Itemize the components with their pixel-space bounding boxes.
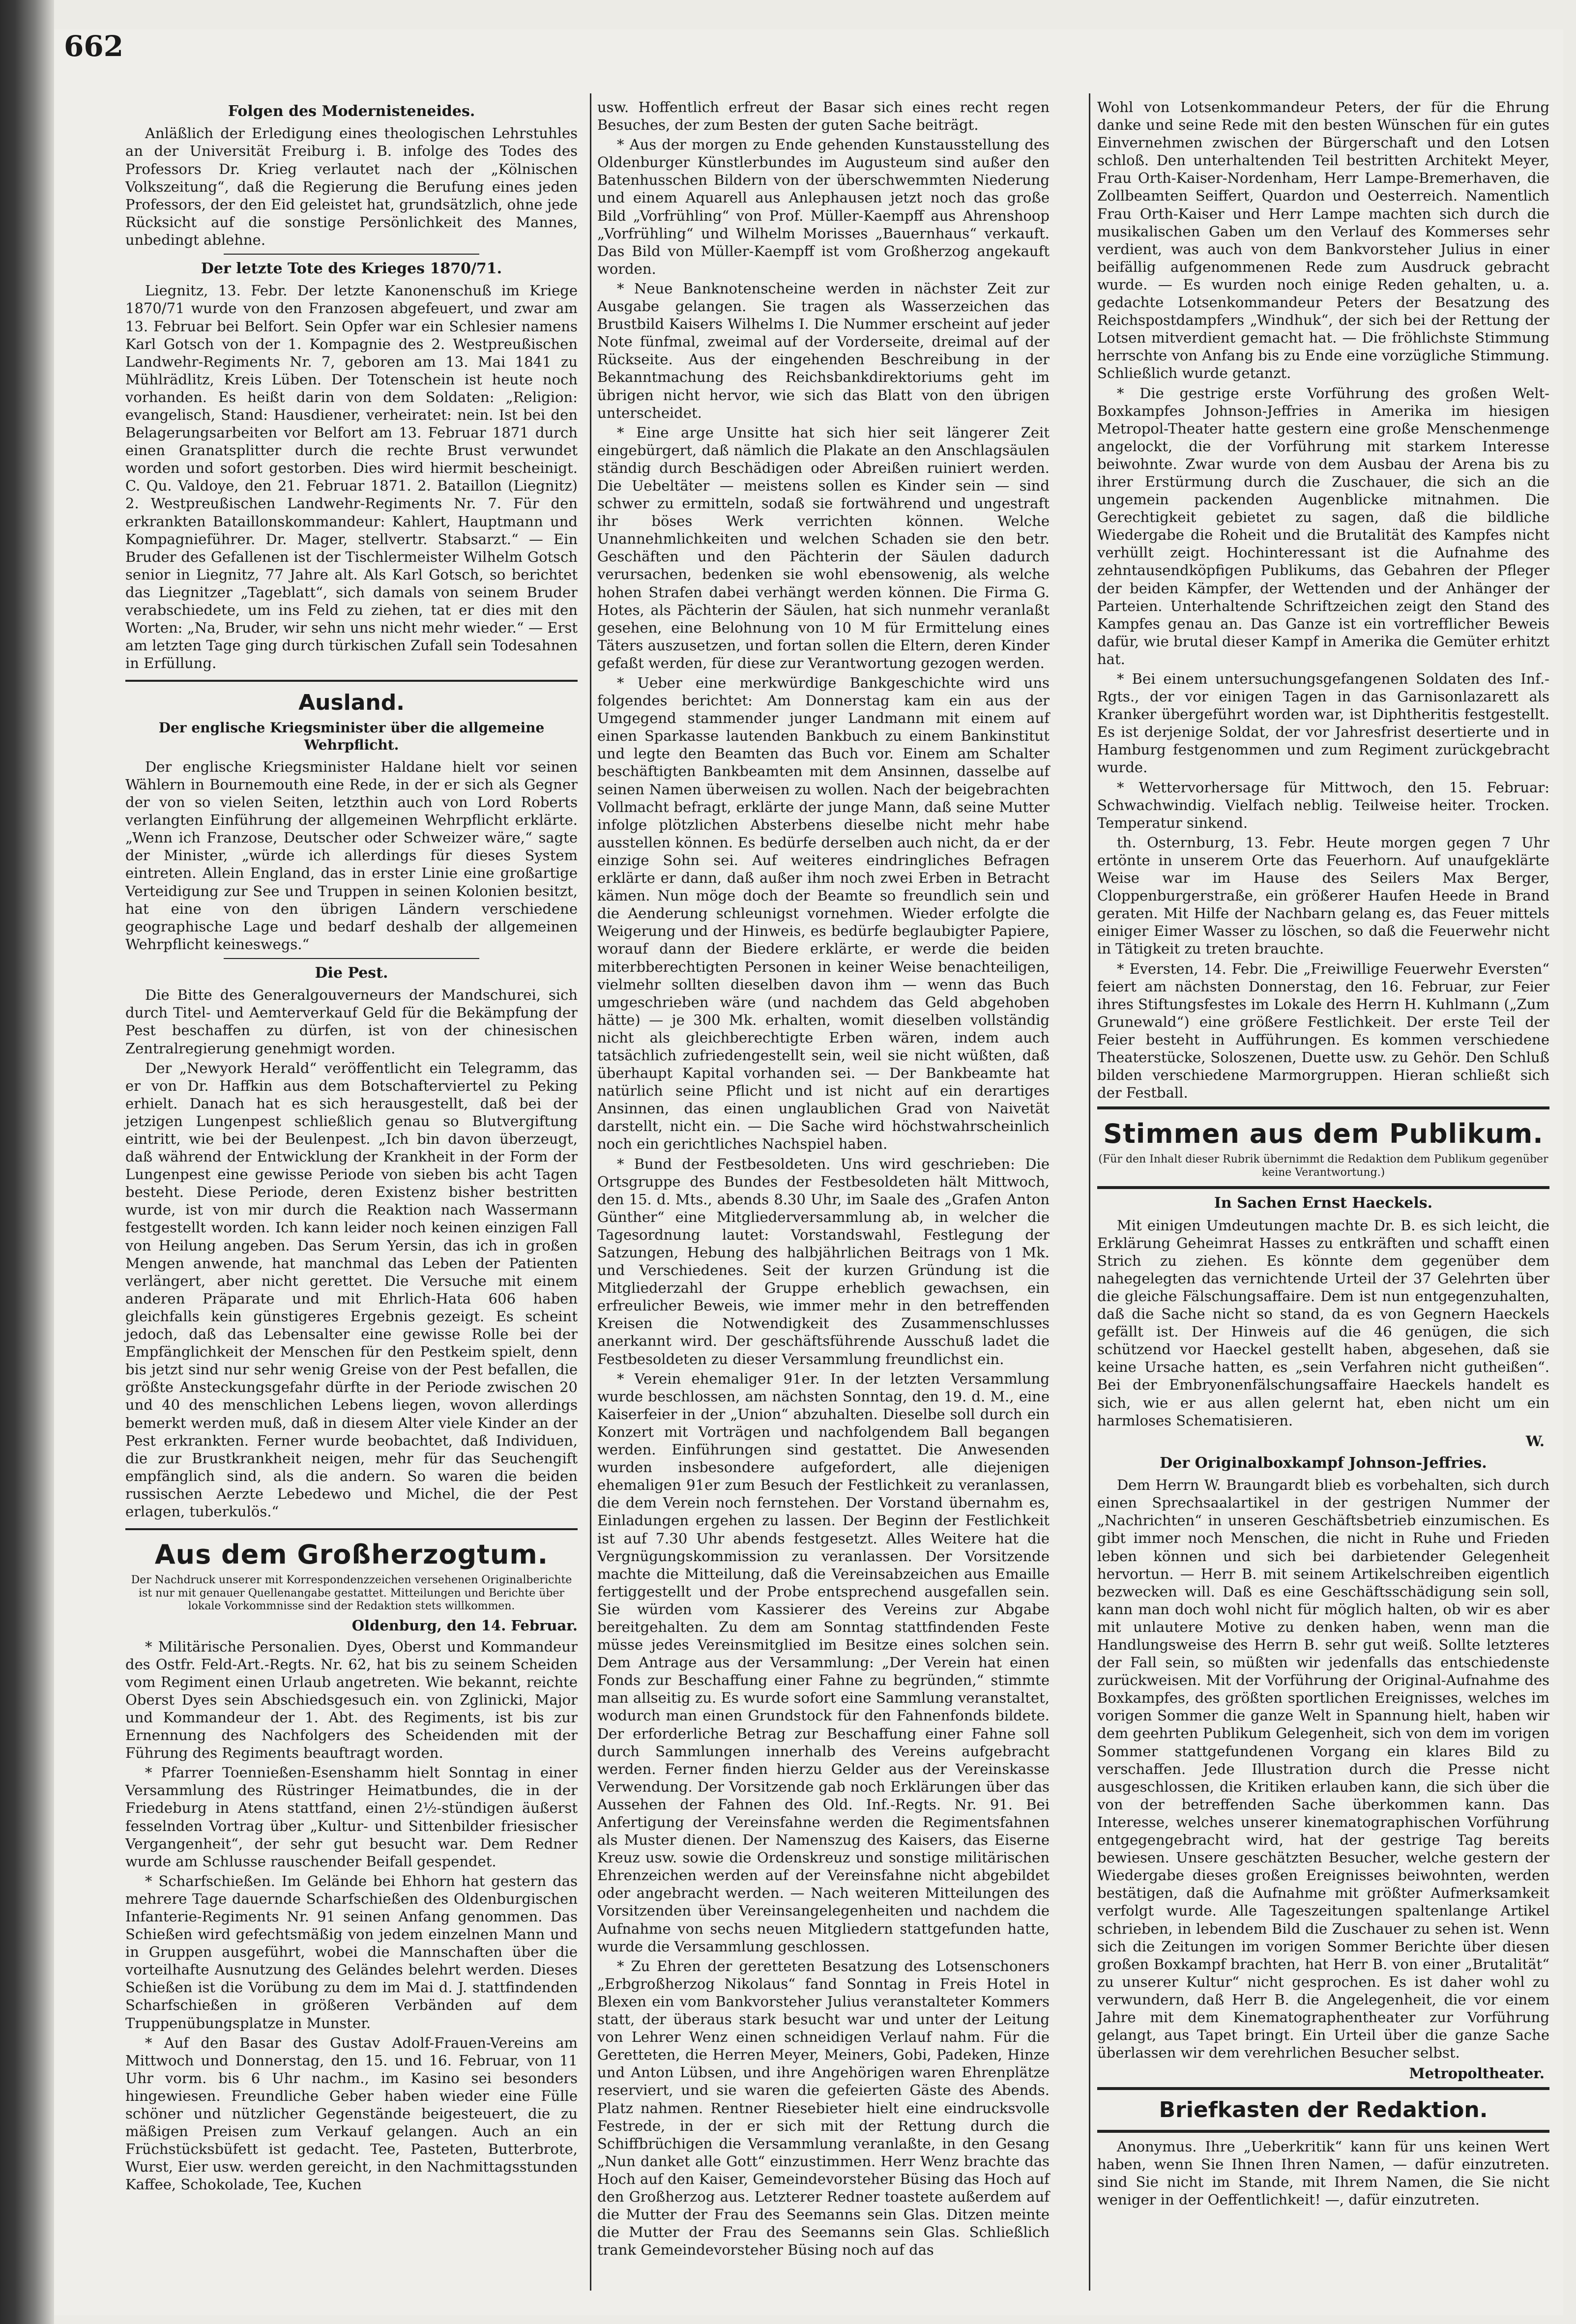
divider <box>224 254 479 255</box>
article-text: * Aus der morgen zu Ende gehenden Kunstausstellung des Oldenburger Künstlerbundes im Augusteum sind außer den Batenhusschen Bildern von der überschwemmten Niederung und einem Aquarell aus Anlephausen jetzt noch das große Bild „Vorfrühling“ von Prof. Müller-Kaempff aus Ahrenshoop „Vorfrühling“ und Wilhelm Morisses „Bauernhaus“ verkauft. Das Bild von Müller-Kaempff ist vom Großherzog angekauft worden. <box>597 136 1050 277</box>
article-text: Mit einigen Umdeutungen machte Dr. B. es sich leicht, die Erklärung Geheimrat Hasses zu entkräften und schafft einen Strich zu ziehen. Es könnte dem gegenüber dem nahegelegten das vernichtende Urteil der 37 Gelehrten über die gleiche Fälschungsaffaire. Dem ist nun entgegenzuhalten, daß die Sache nicht so stand, da es von Gegnern Haeckels gefällt ist. Der Hinweis auf die 46 genügen, die sich schützend vor Haeckel gestellt haben, abgesehen, daß sie keine Ursache hatten, es „sein Verfahren nicht gutheißen“. Bei der Embryonenfälschungsaffaire Haeckels handelt es sich, wie er aus allen gelernt hat, eben nicht um ein harmloses Schematisieren. <box>1097 1217 1549 1429</box>
article-text: Anläßlich der Erledigung eines theologischen Lehrstuhles an der Universität Freiburg i. B. infolge des Todes des Professors Dr. Krieg verlautet nach der „Kölnischen Volkszeitung“, daß die Regierung die Berufung eines jeden Professors, der den Eid geleistet hat, grundsätzlich, ohne jede Rücksicht auf die sonstige Persönlichkeit des Mannes, unbedingt ablehne. <box>125 125 578 248</box>
column-3 <box>1097 98 1549 2210</box>
article-text: * Auf den Basar des Gustav Adolf-Frauen-Vereins am Mittwoch und Donnerstag, den 15. und 16. Februar, von 11 Uhr vorm. bis 6 Uhr nachm., im Kasino sei besonders hingewiesen. Freundliche Geber haben wieder eine Fülle schöner und nützlicher Gegenstände beigesteuert, die zu mäßigen Preisen zum Verkauf gelangen. Auch an ein Früchstücksbüfett ist gedacht. Tee, Pasteten, Butterbrote, Wurst, Eier usw. werden gereicht, in den Nachmittagsstunden Kaffee, Schokolade, Tee, Kuchen <box>125 2034 578 2193</box>
dateline: Oldenburg, den 14. Februar. <box>351 1617 578 1634</box>
article-text: Der „Newyork Herald“ veröffentlicht ein Telegramm, das er von Dr. Haffkin aus dem Botschafterviertel zu Peking erhielt. Danach hat es sich herausgestellt, daß bei der jetzigen Lungenpest schließlich genau so Blutvergiftung eintritt, wie bei der Beulenpest. „Ich bin davon überzeugt, daß während der Entwicklung der Krankheit in der Form der Lungenpest eine gewisse Periode von sieben bis acht Tagen besteht. Diese Periode, deren Existenz bisher bestritten wurde, ist von mir durch die Reaktion nach Wassermann festgestellt worden. Ich kann leider noch keinen einzigen Fall von Heilung angeben. Das Serum Yersin, das ich in großen Mengen anwende, hat manchmal das Leben der Patienten verlängert, aber nicht gerettet. Die Versuche mit einem anderen Präparate und mit Ehrlich-Hata 606 haben gleichfalls kein günstigeres Ergebnis gezeigt. Es scheint jedoch, daß das Lebensalter eine gewisse Rolle bei der Empfänglichkeit der Menschen für den Pestkeim spielt, denn bis jetzt sind nur sehr wenig Greise von der Pest befallen, die größte Ansteckungsgefahr dürfte in der Periode zwischen 20 und 40 des menschlichen Lebens liegen, wovon allerdings bemerkt werden muß, daß in diesem Alter viele Kinder an der Pest erkrankten. Ferner wurde beobachtet, daß Individuen, die zur Brustkrankheit neigen, mehr für das Seuchengift empfänglich sind, als die andern. So waren die beiden russischen Aerzte Lebedewo und Michel, die der Pest erlagen, tuberkulös.“ <box>125 1059 578 1520</box>
article-text: Der englische Kriegsminister Haldane hielt vor seinen Wählern in Bournemouth eine Rede, in der er sich als Gegner der von so vielen Seiten, letzthin auch von Lord Roberts verlangten Einführung der allgemeinen Wehrpflicht erklärte. „Wenn ich Franzose, Deutscher oder Schweizer wäre,“ sagte der Minister, „würde ich allerdings für dieses System eintreten. Allein England, das in erster Linie eine großartige Verteidigung zur See und Truppen in seinen Kolonien besitzt, hat eine von den übrigen Ländern verschiedene geographische Lage und bedarf deshalb der allgemeinen Wehrpflicht keineswegs.“ <box>125 758 578 953</box>
column-rule <box>590 93 591 2291</box>
article-text: Anonymus. Ihre „Ueberkritik“ kann für uns keinen Wert haben, wenn Sie Ihnen Ihren Namen, — dafür einzutreten. sind Sie nicht im Stande, mit Ihrem Namen, die Sie nicht weniger in der Oeffentlichkeit! —, dafür einzutreten. <box>1097 2138 1549 2208</box>
column-rule <box>1089 93 1090 2291</box>
article-text: usw. Hoffentlich erfreut der Basar sich eines recht regen Besuches, der zum Besten der guten Sache beiträgt. <box>597 99 1050 134</box>
section-heading-stimmen: Stimmen aus dem Publikum. <box>1103 1118 1544 1150</box>
section-heading-ausland: Ausland. <box>298 690 405 716</box>
article-text: * Neue Banknotenscheine werden in nächster Zeit zur Ausgabe gelangen. Sie tragen als Wasserzeichen das Brustbild Kaisers Wilhelms I. Die Nummer erscheint auf jeder Note fünfmal, zweimal auf der Vorderseite, dreimal auf der Rückseite. Aus der eingehenden Beschreibung in der Bekanntmachung des Reichsbankdirektoriums geht im übrigen nicht hervor, wie sich das Blatt von den übrigen unterscheidet. <box>597 280 1050 421</box>
section-heading-grossherzogtum: Aus dem Großherzogtum. <box>154 1539 549 1570</box>
article-text: * Bei einem untersuchungsgefangenen Soldaten des Inf.-Rgts., der vor einigen Tagen in das Garnisonlazarett als Kranker übergeführt worden war, ist Diphtheritis festgestellt. Es ist derjenige Soldat, der vor Jahresfrist desertierte und in Hamburg festgenommen und zum Regiment zurückgebracht wurde. <box>1097 670 1549 776</box>
article-text: * Ueber eine merkwürdige Bankgeschichte wird uns folgendes berichtet: Am Donnerstag kam ein aus der Umgegend stammender junger Landmann mit einem auf einen Sparkasse lautenden Bankbuch zu einem Bankinstitut und legte den Beamten das Buch vor. Einem am Schalter beschäftigten Bankbeamten mit dem Ansinnen, dasselbe auf seinen Namen überweisen zu wollen. Nach der beigebrachten Vollmacht befragt, erklärte der junge Mann, daß seine Mutter infolge plötzlichen Absterbens dieselbe nicht mehr habe ausstellen können. Es bedürfe derselben auch nicht, da er der einzige Sohn sei. Auf weiteres eindringliches Befragen erklärte er dann, daß außer ihm noch zwei Erben in Betracht kämen. Nun möge doch der Beamte so freundlich sein und die Aenderung schleunigst vornehmen. Wieder erfolgte die Weigerung und der Hinweis, es bedürfe beglaubigter Papiere, worauf dann der Biedere erklärte, er werde die beiden miterbberechtigten Personen in keiner Weise benachteiligen, vielmehr sollten dieselben davon ihm — wenn das Buch umgeschrieben wäre (und nachdem das Geld abgehoben hätte) — je 300 Mk. erhalten, womit dieselben vollständig nicht als gleichberechtigte Erben wären, indem auch tatsächlich zufriedengestellt sein, weil sie nicht wüßten, daß überhaupt Kapital vorhanden sei. — Der Bankbeamte hat natürlich seine Pflicht und ist nicht auf ein derartiges Ansinnen, das einen unglaublichen Grad von Naivetät darstellt, nicht ein. — Die Sache wird höchstwahrscheinlich noch ein gerichtliches Nachspiel haben. <box>597 674 1050 1153</box>
article-text: * Eversten, 14. Febr. Die „Freiwillige Feuerwehr Eversten“ feiert am nächsten Donnerstag, den 16. Februar, zur Feier ihres Stiftungsfestes im Lokale des Herrn H. Kuhlmann („Zum Grunewald“) eine größere Festlichkeit. Der erste Teil der Feier besteht in Aufführungen. Es kommen verschiedene Theaterstücke, Soloszenen, Duette usw. zu Gehör. Den Schluß bilden verschiedene Marmorgruppen. Hieran schließt sich der Festball. <box>1097 960 1549 1102</box>
reprint-note: Der Nachdruck unserer mit Korrespondenzzeichen versehenen Originalberichte ist nur mit genauer Quellenangabe gestattet. Mitteilungen und Berichte über lokale Vorkommnisse sind der Redaktion stets willkommen. <box>131 1574 572 1613</box>
article-text: Die Bitte des Generalgouverneurs der Mandschurei, sich durch Titel- und Aemterverkauf Geld für die Bekämpfung der Pest beschaffen zu dürfen, ist von der chinesischen Zentralregierung genehmigt worden. <box>125 987 578 1057</box>
article-subtitle: Der englische Kriegsminister über die allgemeine Wehrpflicht. <box>158 720 545 754</box>
article-text: Wohl von Lotsenkommandeur Peters, der für die Ehrung danke und seine Rede mit den besten Wünschen für ein gutes Einvernehmen zwischen der Bürgerschaft und den Lotsen schloß. Den unterhaltenden Teil bestritten Architekt Meyer, Frau Orth-Kaiser-Nordenham, Herr Lampe-Bremerhaven, die Zollbeamten Seiffert, Quardon und Oesterreich. Namentlich Frau Orth-Kaiser und Herr Lampe machten sich durch die musikalischen Gaben um den Verlauf des Kommerses sehr verdient, was auch von dem Bankvorsteher Julius in einer beifällig aufgenommenen Rede zum Ausdruck gebracht wurde. — Es wurden noch einige Reden gehalten, u. a. gedachte Lotsenkommandeur Peters der Besatzung des Reichspostdampfers „Windhuk“, der sich bei der Rettung der Lotsen mitverdient gemacht hat. — Die fröhlichste Stimmung herrschte von Anfang bis zu Ende eine vorzügliche Stimmung. Schließlich wurde getanzt. <box>1097 99 1549 382</box>
article-title: Der Originalboxkampf Johnson-Jeffries. <box>1160 1454 1487 1472</box>
signature: W. <box>1525 1432 1545 1450</box>
signature: Metropoltheater. <box>1409 2065 1545 2082</box>
article-text: * Pfarrer Toennießen-Esenshamm hielt Sonntag in einer Versammlung des Rüstringer Heimatbundes, die in der Friedeburg in Atens stattfand, einen 2½-stündigen äußerst fesselnden Vortrag über „Kultur- und Sittenbilder friesischer Vergangenheit“, der sehr gut besucht war. Dem Redner wurde am Schlusse rauschender Beifall gespendet. <box>125 1764 578 1870</box>
article-title: Der letzte Tote des Krieges 1870/71. <box>201 260 502 277</box>
article-title: Die Pest. <box>315 964 388 982</box>
article-text: * Scharfschießen. Im Gelände bei Ehhorn hat gestern das mehrere Tage dauernde Scharfschießen des Oldenburgischen Infanterie-Regiments Nr. 91 seinen Anfang genommen. Das Schießen wird gefechtsmäßig von jedem einzelnen Mann und in Gruppen ausgeführt, wobei die Mannschaften über die vorteilhafte Ausnutzung des Geländes belehrt werden. Dieses Schießen ist die Vorübung zu dem im Mai d. J. stattfindenden Scharfschießen in größeren Verbänden auf dem Truppenübungsplatze in Munster. <box>125 1872 578 2032</box>
column-2 <box>597 98 1050 2261</box>
article-title: In Sachen Ernst Haeckels. <box>1214 1194 1433 1212</box>
article-text: * Zu Ehren der geretteten Besatzung des Lotsenschoners „Erbgroßherzog Nikolaus“ fand Sonntag in Freis Hotel in Blexen ein vom Bankvorsteher Julius veranstalteter Kommers statt, der überaus stark besucht war und unter der Leitung von Lehrer Wenz einen schneidigen Verlauf nahm. Für die Geretteten, die Herren Meyer, Meiners, Gobi, Padeken, Hinze und Anton Lübsen, und ihre Angehörigen waren Ehrenplätze reserviert, und sie waren die gefeierten Gäste des Abends. Platz nahmen. Rentner Riesebieter hielt eine eindrucksvolle Festrede, in der er sich mit der Rettung durch die Schiffbrüchigen die Versammlung veranlaßte, in den Gesang „Nun danket alle Gott“ einzustimmen. Herr Wenz brachte das Hoch auf den Kaiser, Gemeindevorsteher Büsing das Hoch auf den Großherzog aus. Letzterer Redner toastete außerdem auf die Mutter der Frau des Seemanns sein Glas. Ditzen meinte die Mutter der Frau des Seemanns sein Glas. Schließlich trank Gemeindevorsteher Büsing noch auf das <box>597 1957 1050 2259</box>
page-binding-edge <box>0 0 54 2324</box>
article-text: * Verein ehemaliger 91er. In der letzten Versammlung wurde beschlossen, am nächsten Sonntag, den 19. d. M., eine Kaiserfeier in der „Union“ abzuhalten. Dieselbe soll durch ein Konzert mit Vorträgen und nachfolgendem Ball begangen werden. Einführungen sind gestattet. Die Anwesenden wurden insbesondere aufgefordert, alle diejenigen ehemaligen 91er zum Besuch der Festlichkeit zu veranlassen, die dem Verein noch fernstehen. Der Vorstand übernahm es, Einladungen ergehen zu lassen. Der Beginn der Festlichkeit ist auf 7.30 Uhr abends festgesetzt. Alles Weitere hat die Vergnügungskommission zu veranlassen. Der Vorsitzende machte die Mitteilung, daß die Vereinsabzeichen aus Emaille fertiggestellt und der Probe entsprechend ausgefallen sein. Sie würden vom Kassierer des Vereins zur Abgabe bereitgehalten. Zu dem am Sonntag stattfindenden Feste müsse jedes Vereinsmitglied im Besitze eines solchen sein. Dem Antrage aus der Versammlung: „Der Verein hat einen Fonds zur Beschaffung einer Fahne zu begründen,“ stimmte man allseitig zu. Es wurde sofort eine Sammlung veranstaltet, wodurch man einen Grundstock für den Fahnenfonds bildete. Der erforderliche Betrag zur Beschaffung einer Fahne soll durch Sammlungen innerhalb des Vereins aufgebracht werden. Ferner finden hierzu Gelder aus der Vereinskasse Verwendung. Der Vorsitzende gab noch Erklärungen über das Aussehen der Fahnen des Old. Inf.-Regts. Nr. 91. Bei Anfertigung der Vereinsfahne werden die Regimentsfahnen als Muster dienen. Der Namenszug des Kaisers, das Eiserne Kreuz usw. sowie die Ordenskreuz und sonstige militärischen Ehrenzeichen werden auf der Vereinsfahne nicht abgebildet oder angebracht werden. — Nach weiteren Mitteilungen des Vorsitzenden über Vereinsangelegenheiten und nachdem die Aufnahme von sechs neuen Mitgliedern stattgefunden hatte, wurde die Versammlung geschlossen. <box>597 1370 1050 1955</box>
divider <box>224 958 479 959</box>
article-text: Liegnitz, 13. Febr. Der letzte Kanonenschuß im Kriege 1870/71 wurde von den Franzosen abgefeuert, und zwar am 13. Februar bei Belfort. Sein Opfer war ein Schlesier namens Karl Gotsch von der 1. Kompagnie des 2. Westpreußischen Landwehr-Regiments Nr. 7, geboren am 13. Mai 1841 zu Mühlrädlitz, Kreis Lüben. Der Totenschein ist heute noch vorhanden. Es heißt darin von dem Soldaten: „Religion: evangelisch, Stand: Hausdiener, verheiratet: nein. Ist bei den Belagerungsarbeiten vor Belfort am 13. Februar 1871 durch einen Granatsplitter durch die rechte Brust verwundet worden und sofort gestorben. Dies wird hiermit bescheinigt. C. Qu. Valdoye, den 21. Februar 1871. 2. Bataillon (Liegnitz) 2. Westpreußischen Landwehr-Regiments Nr. 7. Für den erkrankten Bataillonskommandeur: Kahlert, Hauptmann und Kompagnieführer. Dr. Mager, stellvertr. Stabsarzt.“ — Ein Bruder des Gefallenen ist der Tischlermeister Wilhelm Gotsch senior in Liegnitz, 77 Jahre alt. Als Karl Gotsch, so berichtet das Liegnitzer „Tageblatt“, sich damals von seinem Bruder verabschiedete, um ins Feld zu ziehen, tat er dies mit den Worten: „Na, Bruder, wir sehn uns nicht mehr wieder.“ — Erst am letzten Tage ging durch türkischen Zufall sein Todesahnen in Erfüllung. <box>125 282 578 672</box>
article-text: Dem Herrn W. Braungardt blieb es vorbehalten, sich durch einen Sprechsaalartikel in der gestrigen Nummer der „Nachrichten“ in unseren Geschäftsbetrieb einzumischen. Es gibt immer noch Menschen, die nicht in Ruhe und Frieden leben können und sich bei darbietender Gelegenheit hervortun. — Herr B. mit seinem Artikelschreiben eigentlich bezwecken will. Daß es eine Geschäftsschädigung sein soll, kann man doch wohl nicht für möglich halten, ob wir es aber mit unlautere Motive zu denken haben, wenn man die Handlungsweise des Herrn B. sehr gut weiß. Sollte letzteres der Fall sein, so müßten wir jedenfalls das entschiedenste zurückweisen. Mit der Vorführung der Original-Aufnahme des Boxkampfes, des größten sportlichen Ereignisses, welches im vorigen Sommer die ganze Welt in Spannung hielt, haben wir dem geehrten Publikum Gelegenheit, sich von dem im vorigen Sommer stattgefundenen Vorgang ein klares Bild zu verschaffen. Jede Illustration durch die Presse nicht ausgeschlossen, die Kritiken erlauben kann, die sich über die von der betreffenden Sache überkommen kann. Das Interesse, welches unserer kinematographischen Vorführung entgegengebracht wird, hat der gestrige Tag bereits bewiesen. Unsere geschätzten Besucher, welche gestern der Wiedergabe dieses großen Ereignisses beiwohnten, werden bestätigen, daß die Aufnahme mit größter Aufmerksamkeit verfolgt wurde. Alle Tageszeitungen spaltenlange Artikel schrieben, in lebendem Bild die Zuschauer zu sehen ist. Wenn sich die Zeitungen im vorigen Sommer Berichte über diesen großen Boxkampf brachten, hat Herr B. von einer „Brutalität“ zu unserer Kultur“ nicht gesprochen. Es ist daher wohl zu verwundern, daß Herr B. die Angelegenheit, die vor einem Jahre mit dem Kinematographentheater zur Vorführung gelangt, aus Tapet bringt. Ein Urteil über die ganze Sache überlassen wir dem verehrlichen Besucher selbst. <box>1097 1477 1549 2062</box>
briefkasten-section <box>1097 2087 1549 2133</box>
section-heading-briefkasten: Briefkasten der Redaktion. <box>1159 2097 1488 2123</box>
article-text: th. Osternburg, 13. Febr. Heute morgen gegen 7 Uhr ertönte in unserem Orte das Feuerhorn. Auf unaufgeklärte Weise war im Hause des Seilers Max Berger, Cloppenburgerstraße, ein größerer Haufen Heede in Brand geraten. Mit Hilfe der Nachbarn gelang es, das Feuer mittels einiger Eimer Wasser zu löschen, so daß die Feuerwehr nicht in Tätigkeit zu treten brauchte. <box>1097 834 1549 958</box>
page-number: 662 <box>64 29 124 63</box>
article-text: * Bund der Festbesoldeten. Uns wird geschrieben: Die Ortsgruppe des Bundes der Festbesoldeten hält Mittwoch, den 15. d. Mts., abends 8.30 Uhr, im Saale des „Grafen Anton Günther“ eine Mitgliederversammlung ab, in welcher die Tagesordnung lautet: Vorstandswahl, Festlegung der Satzungen, Hebung des halbjährlichen Beitrags von 1 Mk. und Verschiedenes. Seit der kurzen Gründung ist die Mitgliederzahl der Gruppe erheblich gewachsen, ein erfreulicher Beweis, wie immer mehr in den betreffenden Kreisen die Notwendigkeit des Zusammenschlusses anerkannt wird. Der geschäftsführende Ausschuß ladet die Festbesoldeten zu dieser Versammlung freundlichst ein. <box>597 1155 1050 1367</box>
section-divider <box>125 1528 578 1530</box>
article-text: * Die gestrige erste Vorführung des großen Welt-Boxkampfes Johnson-Jeffries in Amerika im hiesigen Metropol-Theater hatte gestern eine große Menschenmenge angelockt, die der Vorführung mit starkem Interesse beiwohnte. Zwar wurde von dem Ausbau der Arena bis zu ihrer Erstürmung durch die Zuschauer, die sich an die ungemein packenden Augenblicke mitnahmen. Die Gerechtigkeit gebietet zu sagen, daß die bildliche Wiedergabe die Roheit und die Brutalität des Kampfes nicht verhüllt zeigt. Hochinteressant ist die Aufnahme des zehntausendköpfigen Publikums, das Gebahren der Pfleger der beiden Kämpfer, der Wettenden und der Anhänger der Parteien. Unterhaltende Schriftzeichen zeigt den Stand des Kampfes genau an. Das Ganze ist ein vortrefflicher Beweis dafür, wie brutal dieser Kampf in Amerika die Gemüter erhitzt hat. <box>1097 384 1549 668</box>
article-text: * Wettervorhersage für Mittwoch, den 15. Februar: Schwachwindig. Vielfach neblig. Teilweise heiter. Trocken. Temperatur sinkend. <box>1097 779 1549 831</box>
editorial-note: (Für den Inhalt dieser Rubrik übernimmt die Redaktion dem Publikum gegenüber keine Verantwortung.) <box>1098 1153 1548 1179</box>
article-text: * Militärische Personalien. Dyes, Oberst und Kommandeur des Ostfr. Feld-Art.-Regts. Nr. 62, hat bis zu seinem Scheiden vom Regiment einen Urlaub angetreten. Wie bekannt, reichte Oberst Dyes sein Abschiedsgesuch ein. von Zglinicki, Major und Kommandeur der 1. Abt. des Regiments, ist bis zur Ernennung des Nachfolgers des Scheidenden mit der Führung des Regiments beauftragt worden. <box>125 1638 578 1762</box>
article-title: Folgen des Modernisteneides. <box>228 103 475 120</box>
stimmen-section <box>1097 1106 1549 1189</box>
article-text: * Eine arge Unsitte hat sich hier seit längerer Zeit eingebürgert, daß nämlich die Plakate an den Anschlagsäulen ständig durch Beschädigen oder Abreißen ruiniert werden. Die Uebeltäter — meistens sollen es Kinder sein — sind schwer zu ermitteln, sodaß sie fortwährend und ungestraft ihr böses Werk verrichten können. Welche Unannehmlichkeiten und welchen Schaden sie den betr. Geschäften und den Pächterin der Säulen dadurch verursachen, bedenken sie wohl ebensowenig, als welche hohen Strafen dabei verhängt werden können. Die Firma G. Hotes, als Pächterin der Säulen, hat sich nunmehr veranlaßt gesehen, eine Belohnung von 10 M für Ermittelung eines Täters auszusetzen, und fortan sollen die Eltern, deren Kinder gefaßt werden, für diese zur Verantwortung gezogen werden. <box>597 424 1050 671</box>
section-divider <box>125 680 578 682</box>
column-1 <box>125 98 578 2195</box>
